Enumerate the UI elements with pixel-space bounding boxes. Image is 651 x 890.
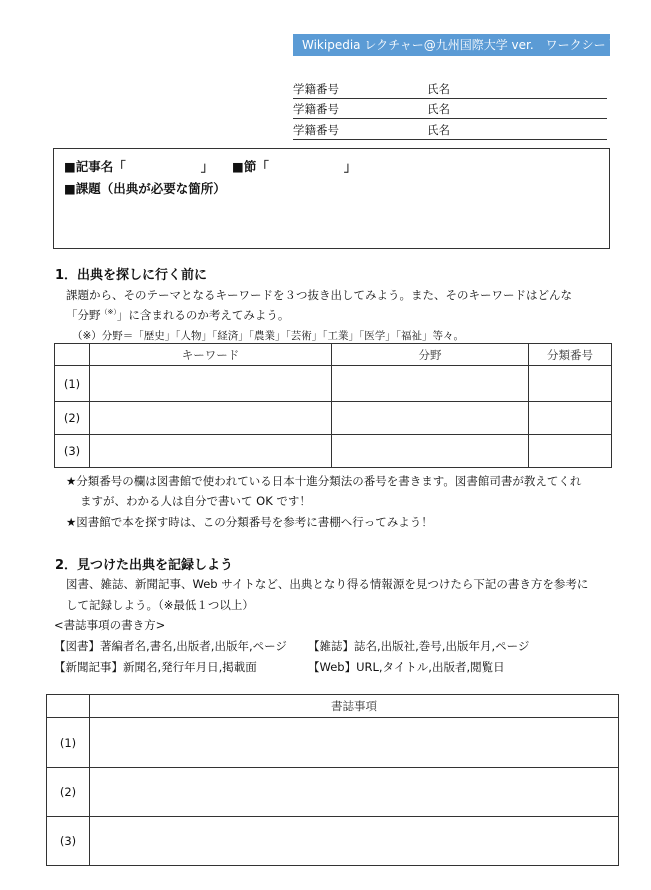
- class-number-cell[interactable]: [529, 402, 612, 435]
- keyword-table: [54, 343, 612, 468]
- student-name-label: 氏名: [427, 123, 450, 137]
- worksheet-title-banner: Wikipedia レクチャー@九州国際大学 ver. ワークシート: [293, 34, 610, 56]
- format-web: 【Web】URL,タイトル,出版者,閲覧日: [308, 660, 505, 674]
- section2-intro-2: して記録しよう。（※最低１つ以上）: [66, 598, 254, 612]
- section2-intro-1: 図書、雑誌、新聞記事、Web サイトなど、出典となり得る情報源を見つけたら下記の書き方を参考に: [66, 577, 589, 591]
- corner-cell: [47, 695, 90, 718]
- tip-bookshelf: ★図書館で本を探す時は、この分類番号を参考に書棚へ行ってみよう！: [66, 515, 433, 529]
- keyword-cell[interactable]: [90, 435, 332, 468]
- student-row-3: [293, 119, 607, 140]
- student-id-label: 学籍番号: [293, 102, 339, 116]
- format-title: <書誌事項の書き方>: [54, 618, 166, 632]
- footnote-marker: （※）: [100, 308, 117, 317]
- field-header: 分野: [332, 344, 529, 366]
- keyword-cell[interactable]: [90, 402, 332, 435]
- row-number: (3): [55, 435, 90, 468]
- section1-footnote: （※）分野＝「歴史」「人物」「経済」「農業」「芸術」「工業」「医学」「福祉」等々。: [72, 330, 465, 342]
- bibliography-header: 書誌事項: [90, 695, 619, 718]
- tip-classification-1: ★分類番号の欄は図書館で使われている日本十進分類法の番号を書きます。図書館司書が教えてくれ: [66, 474, 582, 488]
- student-row-1: [293, 78, 607, 99]
- keyword-header: キーワード: [90, 344, 332, 366]
- bibliography-cell[interactable]: [90, 817, 619, 866]
- section2-heading: 2．見つけた出典を記録しよう: [55, 558, 234, 573]
- format-magazine: 【雑誌】誌名,出版社,巻号,出版年月,ページ: [308, 639, 530, 653]
- format-book: 【図書】著編者名,書名,出版者,出版年,ページ: [54, 639, 287, 653]
- class-number-header: 分類番号: [529, 344, 612, 366]
- row-number: (1): [55, 366, 90, 402]
- article-section-line: ■記事名「 」 ■節「 」: [64, 159, 357, 174]
- field-cell[interactable]: [332, 402, 529, 435]
- topic-box[interactable]: [53, 148, 610, 249]
- class-number-cell[interactable]: [529, 435, 612, 468]
- row-number: (3): [47, 817, 90, 866]
- student-name-label: 氏名: [427, 82, 450, 96]
- student-name-label: 氏名: [427, 102, 450, 116]
- student-row-2: [293, 98, 607, 119]
- task-line: ■課題（出典が必要な箇所）: [64, 181, 226, 196]
- row-number: (2): [47, 768, 90, 817]
- row-number: (1): [47, 718, 90, 768]
- field-cell[interactable]: [332, 366, 529, 402]
- format-newspaper: 【新聞記事】新聞名,発行年月日,掲載面: [54, 660, 257, 674]
- student-id-label: 学籍番号: [293, 82, 339, 96]
- field-cell[interactable]: [332, 435, 529, 468]
- keyword-cell[interactable]: [90, 366, 332, 402]
- tip-classification-2: ますが、わかる人は自分で書いて OK です！: [80, 494, 311, 508]
- student-id-label: 学籍番号: [293, 123, 339, 137]
- bibliography-table: [46, 694, 619, 866]
- row-number: (2): [55, 402, 90, 435]
- section1-intro-2: 「分野（※）」に含まれるのか考えてみよう。: [66, 308, 290, 322]
- corner-cell: [55, 344, 90, 366]
- section1-intro-1: 課題から、そのテーマとなるキーワードを３つ抜き出してみよう。また、そのキーワードはどんな: [66, 288, 572, 302]
- class-number-cell[interactable]: [529, 366, 612, 402]
- section1-heading: 1．出典を探しに行く前に: [55, 268, 208, 283]
- bibliography-cell[interactable]: [90, 718, 619, 768]
- bibliography-cell[interactable]: [90, 768, 619, 817]
